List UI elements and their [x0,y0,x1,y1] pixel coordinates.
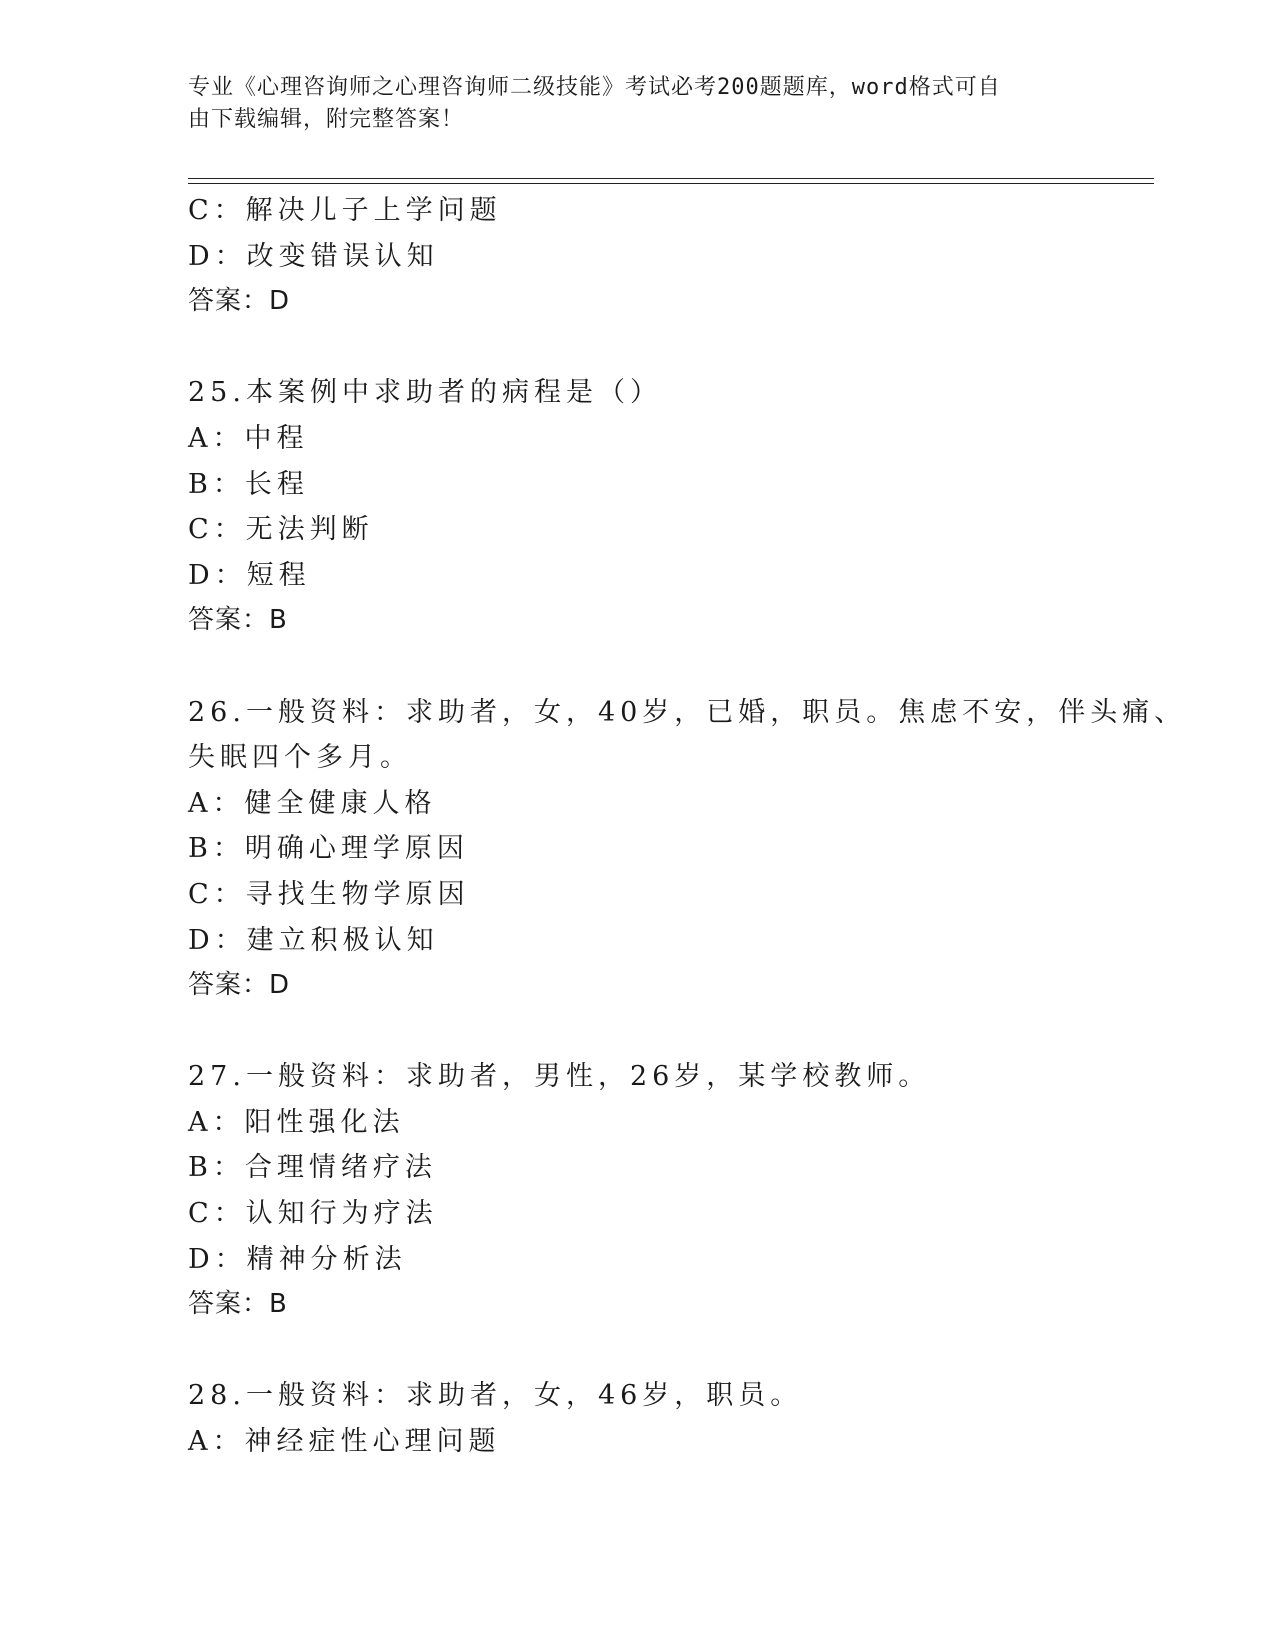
option-line: B：长程 [188,468,309,500]
option-line: D：短程 [188,559,311,591]
answer-line: 答案：B [188,1289,288,1320]
question-block [188,370,1154,644]
header-rule-bottom [188,183,1154,184]
option-line: A：中程 [188,422,309,454]
question-block [188,188,1154,325]
block-spacer [188,644,1154,690]
question-stem: 27.一般资料：求助者，男性，26岁，某学校教师。 [188,1061,931,1093]
question-stem: 26.一般资料：求助者，女，40岁，已婚，职员。焦虑不安，伴头痛、 [188,696,1187,728]
option-line: A：神经症性心理问题 [188,1426,501,1458]
header-line-2: 由下载编辑，附完整答案！ [188,107,465,132]
option-line: C：寻找生物学原因 [188,878,470,910]
question-block [188,1054,1154,1328]
option-line: D：精神分析法 [188,1243,407,1275]
option-line: D：建立积极认知 [188,924,439,956]
question-list [188,188,1187,1465]
question-block [188,690,1187,1009]
answer-line: 答案：B [188,605,288,636]
header-rule-top [188,178,1154,179]
block-spacer [188,325,1154,371]
question-stem: 28.一般资料：求助者，女，46岁，职员。 [188,1380,803,1412]
option-line: D：改变错误认知 [188,240,439,272]
option-line: C：解决儿子上学问题 [188,195,502,226]
header-line-1: 专业《心理咨询师之心理咨询师二级技能》考试必考200题题库，word格式可自 [188,75,1001,100]
question-stem: 25.本案例中求助者的病程是（） [188,377,662,409]
answer-line: 答案：D [188,286,291,317]
option-line: B：合理情绪疗法 [188,1152,437,1184]
document-header [188,72,1068,136]
block-spacer [188,1009,1154,1055]
question-stem-continued: 失眠四个多月。 [188,742,412,774]
option-line: C：无法判断 [188,514,374,546]
question-block [188,1373,1154,1464]
option-line: B：明确心理学原因 [188,833,469,865]
option-line: A：阳性强化法 [188,1106,405,1138]
option-line: A：健全健康人格 [188,787,437,819]
option-line: C：认知行为疗法 [188,1198,438,1230]
answer-line: 答案：D [188,970,291,1001]
block-spacer [188,1328,1154,1374]
